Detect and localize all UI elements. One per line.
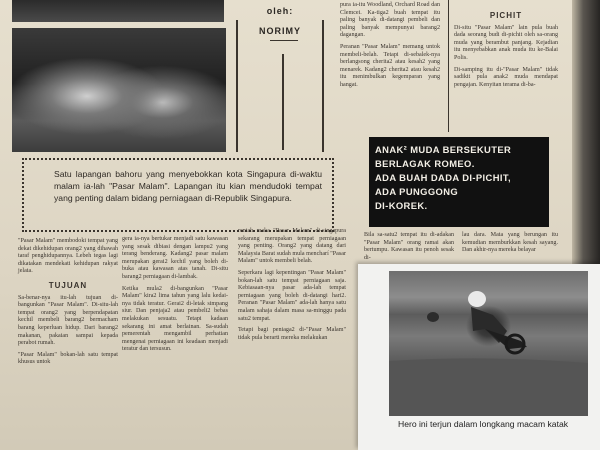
night-market-photo	[12, 28, 226, 152]
column-rule-4	[448, 0, 449, 132]
byline-rule-top	[270, 40, 298, 41]
byline	[236, 6, 324, 36]
byline-author: NORIMY	[259, 26, 301, 36]
lead-text: Satu lapangan bahoru yang menyebokkan kota Singapura di-waktu malam ia-lah "Pasar Malam". Lapangan itu kian mendudoki tempat yang penting dalam bidang perniagaan di-Republik Singapura.	[54, 169, 322, 203]
headline-line-4: ADA PUNGGONG	[375, 186, 459, 197]
column-5	[454, 6, 558, 93]
col4-p2: Peranan "Pasar Malam" memang untok membeli-belah. Tetapi di-sebalek-nya berlangsong cherita2 atau kesah2 yang menarek. Kadang2 cherita2 atau kesah2 itu menimbulkan kegemparan yang hangat.	[340, 43, 440, 88]
heading-pichit: PICHIT	[489, 11, 523, 20]
col2-p1: gera ia-nya bertukar menjadi satu kawasan yang sesak dibiasi dengan lampu2 yang terang benderang. Kadang2 pasar malam merupakan gerai2 kechil yang boleh di-buka atau kawasan atas tanah. Di-situ barang2 perniagaan di-lambak.	[122, 236, 228, 280]
column-7	[462, 232, 558, 259]
headline-line-2: BERLAGAK ROMEO.	[375, 158, 475, 169]
vertical-rule-right	[322, 20, 324, 152]
rider-silhouette-icon	[389, 271, 588, 416]
headline-line-5: DI-KOREK.	[375, 200, 428, 211]
top-photo-fragment	[12, 0, 224, 22]
col6-p1: Bila sa-satu2 tempat itu di-adakan "Pasar Malam" orang ramai akan bertumpu. Kawasan itu penoh sesak di-	[364, 232, 454, 261]
headline-box	[369, 137, 549, 227]
col2-p2: Ketika mula2 di-bangunkan "Pasar Malam" kira2 lima tahun yang lalu kedai-nya tidak teratur. Gerai2 di-letak simpang siur. Dan penjaja2 atau pembeli2 bebas melakukan sesuatu. Tetapi kadaan sekarang ini amat berlainan. Sa-sudah pemerentah mengambil perhatian mengenai perniagaan ini keadaan menjadi teratur dan tersusun.	[122, 285, 228, 353]
headline-line-3: ADA BUAH DADA DI-PICHIT,	[375, 172, 511, 183]
lead-box	[22, 158, 334, 232]
column-1	[18, 238, 118, 371]
vertical-rule-left	[236, 20, 238, 152]
col3-p2: Seperkara lagi kepentingan "Pasar Malam" bokan-lah satu tempat perniagaan saja. Kebiasaan-nya pasar ada-lah tempat perniagaan yang boleh di-datangi hari2. Peranan "Pasar Malam" ada-lah hanya satu malam sahaja dalam masa sa-minggu pada satu2 tempat.	[238, 269, 346, 322]
col7-p1: lau dara. Mata yang berungan itu kemudian memburkkan kesah sayang. Dan akhir-nya mereka belayar	[462, 232, 558, 254]
byline-oleh: oleh:	[266, 6, 294, 16]
heading-tujuan: TUJUAN	[48, 280, 88, 290]
byline-center-rule	[282, 54, 284, 150]
col5-p2: Di-samping itu di-"Pasar Malam" tidak sadikit pula anak2 muda mendapat pengajan. Kenyitan terama di-ba-	[454, 66, 558, 88]
col1-p1: "Pasar Malam" membodoki tempat yang dekat dikehidupan orang2 yang dihawah taraf penghidupannya. Lebeh tegas lagi dikatakan mendekati kehidupan rakyat jelata.	[18, 238, 118, 275]
column-3	[238, 228, 346, 346]
col3-p1: rentah maka "Pasar Malam" di-singapura sekarang merupakan tempat perniagaan yang penting. Orang2 yang datang dari Malaysia Barat sudah mula mencharí "Pasar Malam" untok membeli belah.	[238, 228, 346, 265]
page-dark-edge	[572, 0, 600, 270]
col4-p1: pura ia-itu Woodland, Orchard Road dan Clemcei. Ka-tiga2 buah tempat itu paling banyak di-datangi pembeli dan paling banyak mempunyai barang2 dagangan.	[340, 2, 440, 39]
inset-photo	[389, 271, 588, 416]
column-4	[340, 2, 440, 94]
inset-caption: Hero ini terjun dalam longkang macam katak	[398, 419, 569, 429]
col1-p2: Sa-benar-nya itu-lah tujuan di-bangunkan "Pasar Malam". Di-situ-lah tempat orang2 yang berpendapatan kechil membeli barang2 bermacham barang keperluan hidup. Dari barang2 makanan, pakaian sampai kepada perabot rumah.	[18, 294, 118, 347]
col5-p1: Di-situ "Pasar Malam" lain pula buah dada seorang budi di-pichit oleh sa-orang muda yang berambut panjang. Kejadian itu menyebabkan anak muda itu ke-Balai Polis.	[454, 24, 558, 61]
col3-p3: Tetapi bagi peniaga2 di-"Pasar Malam" tidak pula berarti mereka melakukan	[238, 327, 346, 341]
column-2	[122, 236, 228, 358]
inset-card	[358, 264, 600, 450]
column-6	[364, 232, 454, 266]
col1-p3: "Pasar Malam" bokan-lah satu tempat khusus untok	[18, 351, 118, 366]
headline-line-1: ANAK² MUDA BERSEKUTER	[375, 144, 512, 155]
